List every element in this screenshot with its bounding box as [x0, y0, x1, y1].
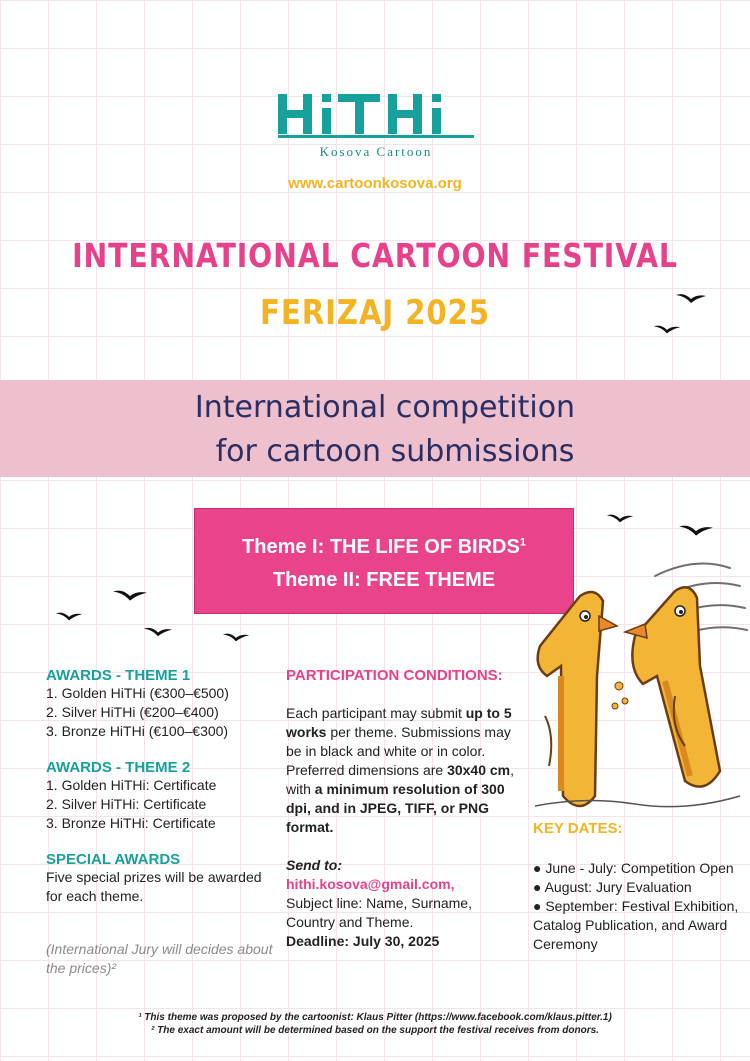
conditions-text-1: Each participant may submit [286, 705, 466, 721]
logo-subtitle: Kosova Cartoon [319, 144, 433, 159]
conditions-bold-1: up to 5 works [286, 705, 512, 740]
bird-icon [653, 322, 681, 336]
key-dates-heading: KEY DATES: [533, 820, 623, 837]
awards-theme-1-heading: AWARDS - THEME 1 [46, 667, 191, 684]
bird-icon [222, 630, 250, 644]
footnotes [0, 1011, 750, 1037]
list-item: ● September: Festival Exhibition, Catalog Publication, and Award Ceremony [533, 898, 739, 952]
bird-icon [55, 609, 83, 623]
list-item: 1. Golden HiTHi: Certificate [46, 777, 217, 793]
theme-1 [195, 536, 573, 559]
hithi-logo [276, 90, 476, 138]
special-awards [46, 851, 276, 906]
list-item: 3. Bronze HiTHi: Certificate [46, 815, 216, 831]
awards-column [46, 667, 276, 924]
list-item: 1. Golden HiTHi (€300–€500) [46, 685, 229, 701]
key-dates-list [533, 859, 748, 954]
list-item: ● August: Jury Evaluation [533, 879, 692, 895]
special-awards-text: Five special prizes will be awarded for each theme. [46, 869, 262, 904]
list-item: 3. Bronze HiTHi (€100–€300) [46, 723, 229, 739]
awards-theme-1-list [46, 684, 276, 741]
banner-line-2: for cartoon submissions [215, 434, 575, 469]
contact-email[interactable]: hithi.kosova@gmail.com, [286, 876, 455, 892]
themes-box [194, 508, 574, 614]
send-block [286, 856, 516, 951]
conditions-text-2: per theme. Submissions may be in black and white or in color. Preferred dimensions are [286, 724, 511, 778]
list-item: ● June - July: Competition Open [533, 860, 734, 876]
banner-line-1: International competition [194, 390, 576, 425]
bird-icon [143, 624, 173, 639]
competition-banner [0, 380, 750, 477]
key-dates-column [533, 820, 748, 954]
subject-line: Subject line: Name, Surname, Country and Theme. [286, 895, 472, 930]
festival-title: INTERNATIONAL CARTOON FESTIVAL [72, 236, 678, 275]
bird-icon [112, 586, 148, 604]
awards-theme-1 [46, 667, 276, 741]
footnote-1: ¹ This theme was proposed by the cartoonist: Klaus Pitter (https://www.facebook.com/klaus.pitter.1) [138, 1012, 612, 1023]
deadline: Deadline: July 30, 2025 [286, 933, 440, 949]
website-link[interactable]: www.cartoonkosova.org [288, 175, 462, 192]
conditions-bold-2: 30x40 cm [447, 762, 511, 778]
theme-2: Theme II: FREE THEME [272, 569, 496, 591]
conditions-text-3: , with [286, 762, 515, 797]
festival-subtitle: FERIZAJ 2025 [260, 293, 490, 333]
awards-theme-2-heading: AWARDS - THEME 2 [46, 759, 191, 776]
awards-theme-2 [46, 759, 276, 833]
special-awards-heading: SPECIAL AWARDS [46, 851, 181, 868]
bird-icon [675, 290, 707, 306]
conditions-text [286, 704, 516, 837]
conditions-heading: PARTICIPATION CONDITIONS: [286, 667, 503, 684]
conditions-column [286, 667, 516, 951]
awards-theme-2-list [46, 776, 276, 833]
footnote-mark: 1 [519, 536, 526, 549]
bird-icon [678, 521, 714, 539]
conditions-bold-3: a minimum resolution of 300 dpi, and in JPEG, TIFF, or PNG format. [286, 781, 505, 835]
theme-1-label: Theme I: THE LIFE OF BIRDS [242, 536, 520, 558]
send-label: Send to: [286, 857, 342, 873]
jury-note: (International Jury will decides about the prices)² [46, 941, 273, 976]
bird-icon [606, 511, 634, 525]
birds-illustration [525, 556, 750, 826]
footnote-2: ² The exact amount will be determined based on the support the festival receives from donors. [151, 1025, 599, 1036]
list-item: 2. Silver HiTHi: Certificate [46, 796, 207, 812]
list-item: 2. Silver HiTHi (€200–€400) [46, 704, 219, 720]
